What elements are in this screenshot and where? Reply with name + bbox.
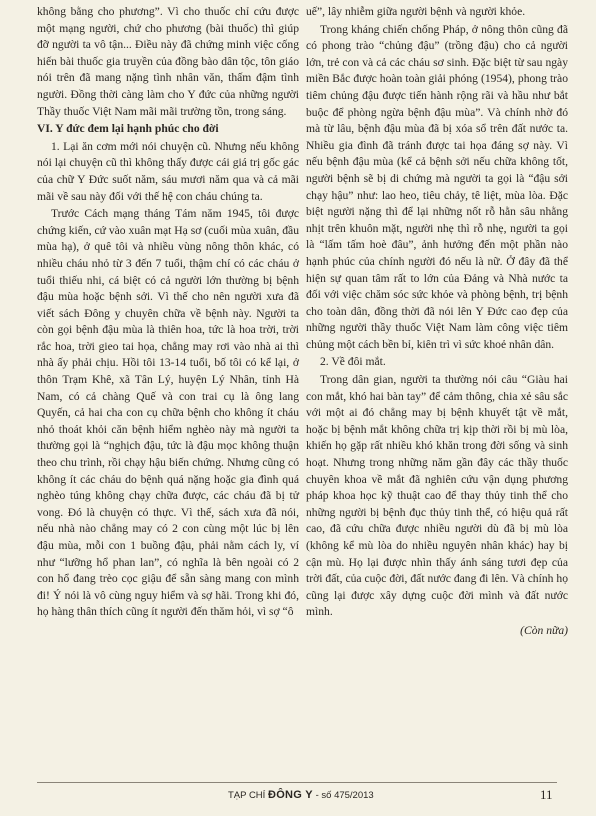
footer-divider [37,782,557,783]
paragraph-3: Trong kháng chiến chống Pháp, ở nông thôn cũng đã có phong trào “chủng đậu” (trồng đậu) cho cả người lớn, trẻ con và cả các cháu sơ sinh. Đặc biệt từ sau ngày miền Bắc được hoàn toàn giải phóng (1954), phong trào tiêm chủng đậu được tiến hành rộng rãi và hầu như bắt buộc để phòng ngừa bệnh đậu mùa”. Và chính nhờ đó mà từ lâu, bệnh đậu mùa đã bị xóa sổ trên đất nước ta. Nhiều gia đình đã tránh được tai họa đáng sợ này. Vì nếu bệnh đậu mùa (kể cả bệnh sởi nếu chữa không tốt, người bệnh sẽ bị di chứng mà người ta gọi là “đậu sởi chạy hậu” như: lao heo, tiêu chảy, tê liệt, mùa lòa. Đặc biệt người nặng thì để lại những nốt rỗ hằn sâu nhằng nhịt trên khuôn mặt, người nhẹ thì rỗ nhẹ, người ta gọi là “lấm tấm hoè đâu”, ảnh hưởng đến một phần nào hạnh phúc của chính người đó nếu là nữ. Ở đây đã thể hiện sự quan tâm rất to lớn của Đảng và Nhà nước ta đối với việc chăm sóc sức khỏe và phòng bệnh, trị bệnh cho toàn dân, đồng thời đã nói lên Y Đức cao đẹp của những người thầy thuốc Việt Nam làm công việc tiêm chủng một cách bền bỉ, kiên trì vì sức khoẻ nhân dân. [306,22,568,351]
section-heading: VI. Y đức đem lại hạnh phúc cho đời [37,122,219,136]
right-column [306,4,568,640]
paragraph-5: Trong dân gian, người ta thường nói câu “Giàu hai con mắt, khó hai bàn tay” để cảm thông, chia xẻ sâu sắc với một ai đó chẳng may bị bệnh khuyết tật về mắt, hoặc bị bệnh mắt không chữa trị kịp thời rồi bị mù lòa, khiến họ gặp rất nhiều khó khăn trong đời sống và sinh hoạt. Nhưng trong những năm gần đây các thầy thuốc chuyên khoa về mắt đã nghiên cứu vận dụng phương pháp khoa học kỹ thuật cao để thay thủy tinh thể cho những người bị bệnh đục thủy tinh thể, có hiệu quả rất cao, đã cứu chữa được nhiều người dù đã bị mù lòa (không kể mù lòa do nhiều nguyên nhân khác) hay bị cận mù. Họ lại được nhìn thấy ánh sáng tươi đẹp của trời đất, của cuộc đời, đất nước đang đi lên. Và chính họ cũng lại được xây dựng cuộc đời mình và đất nước mình. [306,373,568,619]
continued-note: (Còn nữa) [520,623,568,637]
paragraph-2: Trước Cách mạng tháng Tám năm 1945, tôi được chứng kiến, cứ vào xuân mạt Hạ sơ (cuối mùa xuân, đầu mùa hạ), ở quê tôi và nhiều vùng nông thôn khác, có nhiều cháu nhỏ từ 3 đến 7 tuổi, thậm chí có các cháu ở tuổi thiếu nhi, cá biệt có cả người lớn thường bị bệnh đậu mùa hoặc bệnh sởi. Vì thế cho nên người xưa đã viết sách Đông y chuyên chữa về bệnh này. Người ta còn gọi bệnh đậu mùa là thiên hoa, tức là hoa trời, trời rắc hoa, trời gieo tai họa, chẳng may rơi vào nhà ai thì nhà ấy phải chịu. Hồi tôi 13-14 tuổi, bố tôi có kể lại, ở thôn Trạm Khê, xã Tân Lý, huyện Lý Nhân, tỉnh Hà Nam, có cả chàng Quế và con trai cụ là ông lang Quyến, cả hai cha con cụ chữa bệnh cho không ít cháu nhỏ thoát khỏi căn bệnh hiểm nghèo này mà người ta thường gọi là “nghịch đậu, tức là đậu mọc không thuận theo chu trình, rồi chạy hậu biến chứng. Nhưng cũng có không ít các cháu do bệnh quá nặng hoặc gia đình quá nghèo túng không chạy chữa được, các cháu đã bị tử vong. Đó là chuyện có thực. Vì thế, sách xưa đã nói, nếu nhà nào chẳng may có 2 con cùng một lúc bị lên đậu mùa, mỗi con 1 buồng đậu, phải nằm cách ly, ví như “lưỡng hổ phan lan”, có nghĩa là bên ngoài có 2 con hổ đang trèo cọc giậu để sẵn sàng mang con mình đi! Ý nói là vô cùng nguy hiểm và sợ hãi. Trong khi đó, họ hàng thân thích cũng ít người đến thăm hỏi, vì sợ “ô [37,207,299,619]
left-column [37,4,299,621]
continued-paragraph: uế”, lây nhiễm giữa người bệnh và người khỏe. [306,5,526,18]
page-footer [0,789,596,809]
intro-paragraph: không bằng cho phương”. Vì cho thuốc chỉ cứu được một mạng người, chứ cho phương (bài thuốc) thì giúp đỡ người ta vô tận... Điều này đã chứng minh việc cống hiến bài thuốc gia truyền của đồng bào dân tộc, tôn giáo nói trên đã mang nặng tình nhân văn, thấm đậm tình người. Đồng thời càng làm cho Y đức của những người Thầy thuốc Việt Nam mãi mãi trường tồn, trong sáng. [37,5,299,118]
subsection-label: 2. Về đôi mắt. [320,355,386,369]
journal-prefix: TẠP CHÍ [228,790,266,801]
paragraph-1: 1. Lại ăn cơm mới nói chuyện cũ. Nhưng nếu không nói lại chuyện cũ thì không thấy được cái giá trị gốc gác của chữ Y Đức suốt năm, sáu mươi năm qua và cả mãi mãi về sau này đối với thế hệ con cháu chúng ta. [37,139,299,203]
journal-name: ĐÔNG Y [267,789,313,801]
journal-citation [228,789,374,801]
journal-issue: - số 475/2013 [315,790,374,801]
page-number: 11 [540,787,553,802]
